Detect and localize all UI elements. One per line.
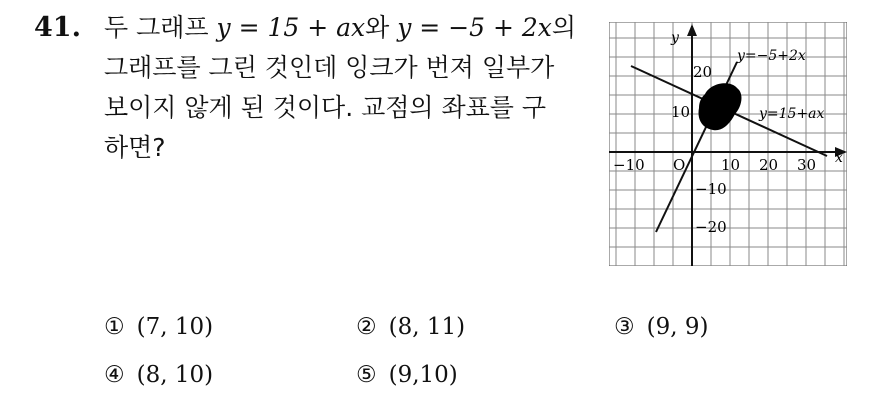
y-tick-20: 20 — [693, 63, 713, 81]
coordinate-graph — [609, 22, 847, 266]
question-line-3: 보이지 않게 된 것이다. 교점의 좌표를 구 — [104, 93, 547, 122]
y-axis-label: y — [671, 30, 679, 46]
choice-mark: ② — [356, 314, 377, 340]
question-text-part: 의 — [551, 13, 577, 42]
line-label-2: y=15+ax — [759, 106, 825, 122]
x-tick-neg10: −10 — [613, 156, 645, 174]
equation-2: y = −5 + 2x — [397, 13, 552, 42]
choice-2[interactable] — [356, 314, 465, 340]
x-tick-30: 30 — [797, 156, 817, 174]
choice-1[interactable] — [104, 314, 213, 340]
question-line-1 — [104, 8, 584, 48]
choice-4[interactable] — [104, 362, 213, 388]
origin-label: O — [673, 156, 686, 174]
choice-text: (8, 11) — [388, 314, 466, 340]
x-tick-20: 20 — [759, 156, 779, 174]
x-axis-label: x — [835, 150, 843, 166]
question-text-part: 와 — [365, 13, 398, 42]
equation-1: y = 15 + ax — [216, 13, 366, 42]
choice-mark: ① — [104, 314, 125, 340]
choice-3[interactable] — [614, 314, 708, 340]
y-tick-neg10: −10 — [695, 180, 727, 198]
question-line-4: 하면? — [104, 133, 166, 162]
choice-text: (8, 10) — [136, 362, 214, 388]
x-tick-10: 10 — [721, 156, 741, 174]
question-number: 41. — [34, 12, 81, 43]
question-text-part: 두 그래프 — [104, 13, 217, 42]
y-tick-neg20: −20 — [695, 218, 727, 236]
line-label-1: y=−5+2x — [737, 48, 806, 64]
choice-text: (9,10) — [388, 362, 458, 388]
choice-mark: ③ — [614, 314, 635, 340]
choice-text: (9, 9) — [646, 314, 709, 340]
choice-text: (7, 10) — [136, 314, 214, 340]
question-text — [104, 8, 584, 168]
question-line-2: 그래프를 그린 것인데 잉크가 번져 일부가 — [104, 53, 555, 82]
choice-mark: ⑤ — [356, 362, 377, 388]
choice-mark: ④ — [104, 362, 125, 388]
graph-frame — [609, 22, 847, 266]
y-tick-10: 10 — [671, 103, 691, 121]
choice-5[interactable] — [356, 362, 458, 388]
